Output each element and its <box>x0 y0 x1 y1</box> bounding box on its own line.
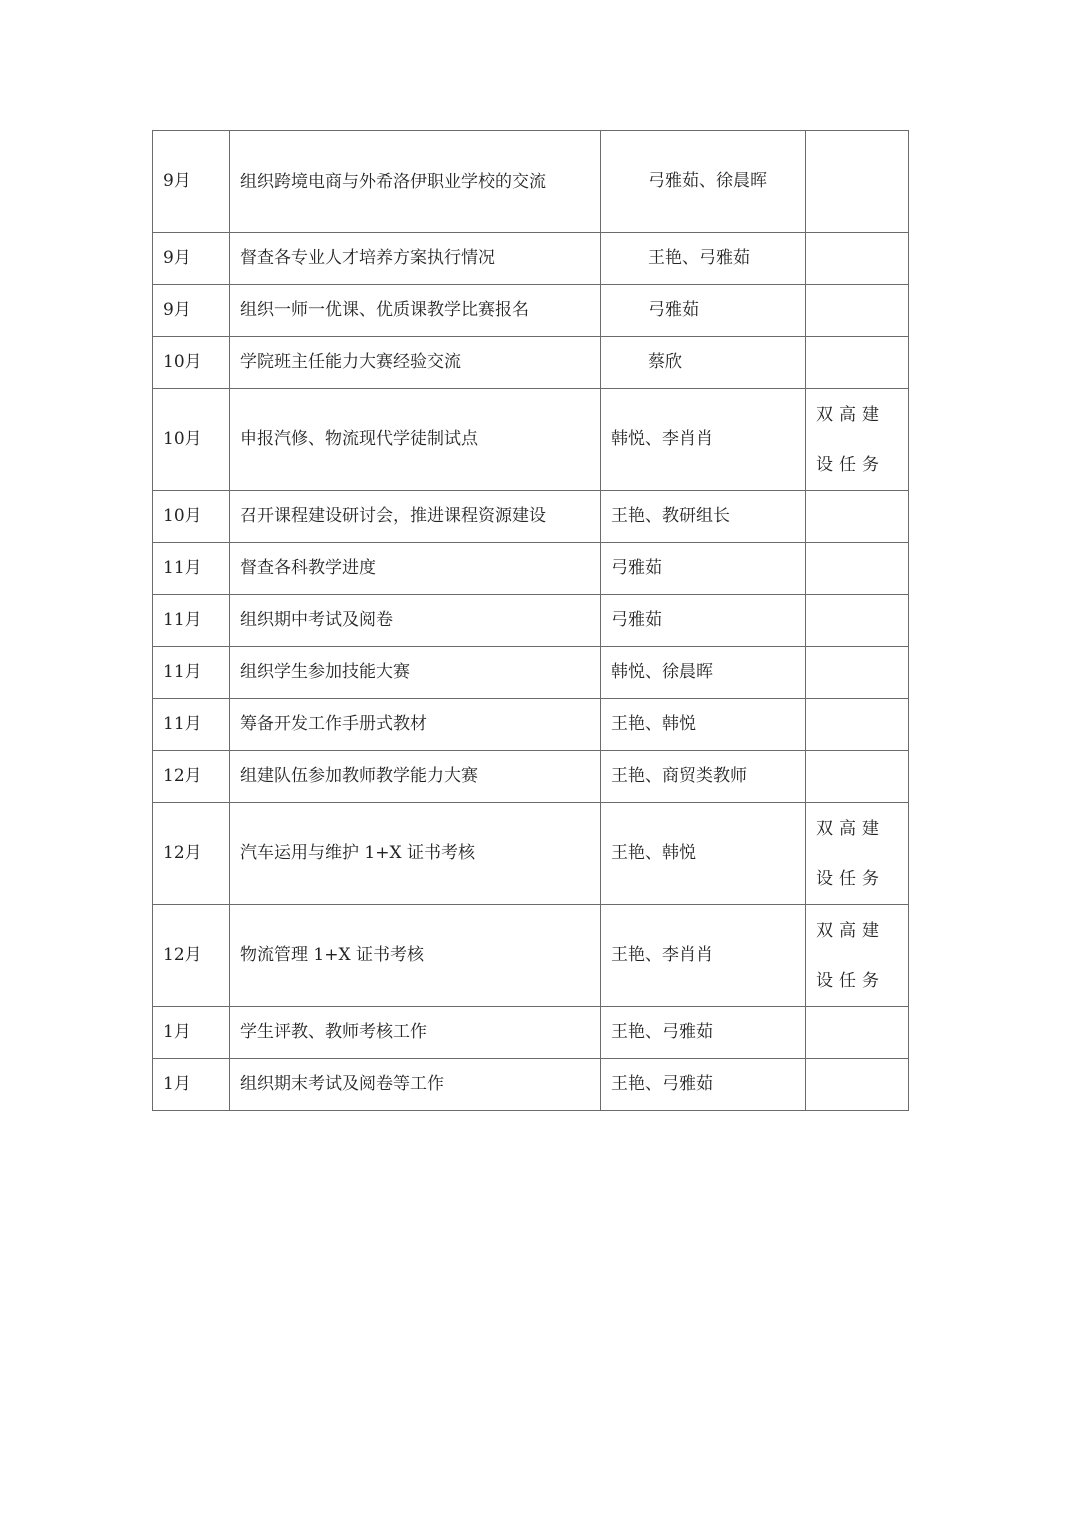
task-cell <box>230 131 601 233</box>
person-cell: 蔡欣 <box>601 337 806 389</box>
month-cell: 11月 <box>153 647 230 699</box>
task-cell: 组织期末考试及阅卷等工作 <box>230 1059 601 1111</box>
person-cell: 弓雅茹 <box>601 285 806 337</box>
note-cell <box>806 905 909 1007</box>
task-cell: 筹备开发工作手册式教材 <box>230 699 601 751</box>
month-cell: 1月 <box>153 1059 230 1111</box>
person-cell: 王艳、弓雅茹 <box>601 1007 806 1059</box>
month-cell: 10月 <box>153 337 230 389</box>
task-cell: 组织一师一优课、优质课教学比赛报名 <box>230 285 601 337</box>
person-cell: 弓雅茹 <box>601 543 806 595</box>
person-cell: 王艳、教研组长 <box>601 491 806 543</box>
note-cell <box>806 699 909 751</box>
table-row <box>153 285 909 337</box>
task-cell: 汽车运用与维护 1+X 证书考核 <box>230 803 601 905</box>
note-cell <box>806 1059 909 1111</box>
table-row <box>153 1059 909 1111</box>
table-row <box>153 905 909 1007</box>
month-cell: 11月 <box>153 699 230 751</box>
note-cell <box>806 647 909 699</box>
note-cell <box>806 233 909 285</box>
note-cell <box>806 389 909 491</box>
person-cell: 弓雅茹 <box>601 595 806 647</box>
month-cell: 12月 <box>153 803 230 905</box>
month-cell: 12月 <box>153 905 230 1007</box>
month-cell: 12月 <box>153 751 230 803</box>
table-row <box>153 389 909 491</box>
task-cell: 督查各科教学进度 <box>230 543 601 595</box>
table-row <box>153 491 909 543</box>
person-cell: 王艳、弓雅茹 <box>601 233 806 285</box>
table-row <box>153 751 909 803</box>
month-cell: 9月 <box>153 131 230 233</box>
month-cell: 9月 <box>153 233 230 285</box>
month-cell: 10月 <box>153 389 230 491</box>
note-cell <box>806 337 909 389</box>
task-cell: 组织期中考试及阅卷 <box>230 595 601 647</box>
note-cell <box>806 1007 909 1059</box>
task-cell: 物流管理 1+X 证书考核 <box>230 905 601 1007</box>
table-row <box>153 647 909 699</box>
task-cell: 申报汽修、物流现代学徒制试点 <box>230 389 601 491</box>
month-cell: 1月 <box>153 1007 230 1059</box>
person-cell: 王艳、韩悦 <box>601 699 806 751</box>
note-text: 双高建设任务 <box>816 404 885 475</box>
table-row <box>153 699 909 751</box>
task-cell: 召开课程建设研讨会，推进课程资源建设 <box>230 491 601 543</box>
person-cell: 王艳、弓雅茹 <box>601 1059 806 1111</box>
note-cell <box>806 491 909 543</box>
note-cell <box>806 131 909 233</box>
note-cell <box>806 803 909 905</box>
table-row <box>153 595 909 647</box>
task-text: 组织跨境电商与外希洛伊职业学校的交流 <box>240 171 546 192</box>
note-text: 双高建设任务 <box>816 920 885 991</box>
task-cell: 督查各专业人才培养方案执行情况 <box>230 233 601 285</box>
table-row <box>153 337 909 389</box>
work-schedule-table <box>152 130 909 1111</box>
note-text: 双高建设任务 <box>816 818 885 889</box>
month-cell: 11月 <box>153 543 230 595</box>
person-cell: 王艳、李肖肖 <box>601 905 806 1007</box>
note-cell <box>806 543 909 595</box>
table-row <box>153 543 909 595</box>
person-cell: 王艳、商贸类教师 <box>601 751 806 803</box>
note-cell <box>806 595 909 647</box>
month-cell: 9月 <box>153 285 230 337</box>
table-row <box>153 803 909 905</box>
person-cell: 王艳、韩悦 <box>601 803 806 905</box>
table-row <box>153 1007 909 1059</box>
task-cell: 组织学生参加技能大赛 <box>230 647 601 699</box>
table-row <box>153 131 909 233</box>
month-cell: 10月 <box>153 491 230 543</box>
task-cell: 学院班主任能力大赛经验交流 <box>230 337 601 389</box>
task-cell: 组建队伍参加教师教学能力大赛 <box>230 751 601 803</box>
note-cell <box>806 751 909 803</box>
month-cell: 11月 <box>153 595 230 647</box>
person-cell: 韩悦、徐晨晖 <box>601 647 806 699</box>
note-cell <box>806 285 909 337</box>
task-cell: 学生评教、教师考核工作 <box>230 1007 601 1059</box>
person-cell: 弓雅茹、徐晨晖 <box>601 131 806 233</box>
person-cell: 韩悦、李肖肖 <box>601 389 806 491</box>
table-row <box>153 233 909 285</box>
